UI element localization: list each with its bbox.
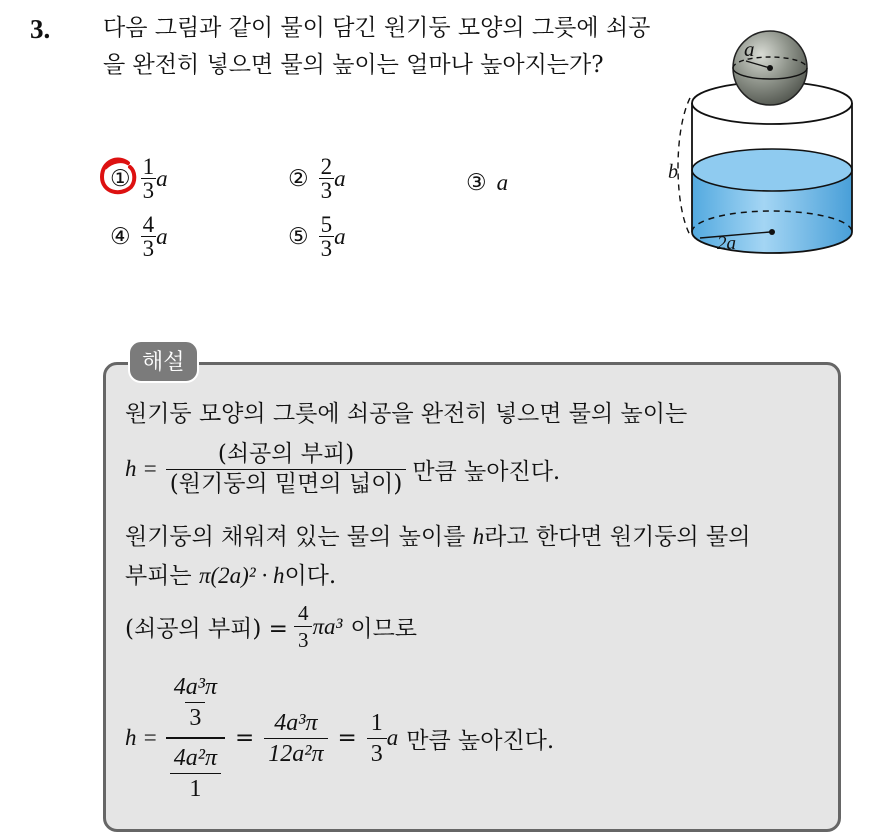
- choice-1-variable: a: [156, 165, 168, 191]
- water-surface: [692, 149, 852, 191]
- mid-denominator: 12a²π: [264, 738, 327, 769]
- line-5-part-b: 이므로: [350, 616, 418, 643]
- line-4-expression: π(2a)² · h: [198, 563, 285, 588]
- sphere-volume-numerator: 4: [297, 601, 309, 625]
- cylinder-sphere-figure: [660, 10, 870, 275]
- result-fraction: [367, 708, 387, 769]
- big-bottom-denominator: 1: [189, 776, 202, 802]
- result-numerator: 1: [370, 709, 383, 736]
- line-2-suffix: 만큼 높아진다.: [412, 458, 561, 485]
- choice-4-numerator: 4: [142, 212, 155, 237]
- choice-4-fraction: [141, 213, 157, 260]
- line-3-var: h: [472, 524, 485, 549]
- choice-3-marker: ③: [466, 170, 487, 196]
- result-denominator: 3: [367, 738, 387, 769]
- explanation-final-line: [125, 672, 554, 804]
- choice-1-denominator: 3: [142, 178, 155, 203]
- base-radius-label: 2a: [717, 233, 736, 254]
- equals-sign-1: =: [235, 725, 255, 751]
- explanation-line-3: [125, 518, 750, 551]
- base-center-dot: [769, 229, 775, 235]
- choice-1-marker: ①: [110, 165, 131, 192]
- choice-5-marker: ⑤: [288, 223, 309, 250]
- choice-1-numerator: 1: [142, 154, 155, 179]
- choice-4-denominator: 3: [142, 236, 155, 261]
- choice-5-denominator: 3: [320, 236, 333, 261]
- height-fraction: [166, 440, 407, 499]
- choice-2-fraction: [319, 155, 335, 202]
- explanation-line-1: 원기둥 모양의 그릇에 쇠공을 완전히 넣으면 물의 높이는: [125, 401, 688, 427]
- result-variable: a: [386, 725, 399, 750]
- h-equals: h =: [125, 456, 158, 482]
- big-bottom-numerator: 4a²π: [170, 743, 221, 774]
- choice-3-variable: a: [496, 170, 509, 195]
- choice-2-marker: ②: [288, 165, 309, 192]
- final-suffix: 만큼 높아진다.: [406, 727, 555, 754]
- mid-fraction: [264, 708, 327, 769]
- big-top-denominator: 3: [185, 702, 205, 733]
- line-3-part-a: 원기둥의 채워져 있는 물의 높이를: [125, 524, 466, 550]
- big-compound-fraction: [166, 672, 225, 804]
- choice-4-variable: a: [156, 223, 168, 249]
- height-arc: [678, 98, 690, 235]
- sphere-volume-denominator: 3: [294, 626, 313, 653]
- sphere-center-dot: [767, 65, 773, 71]
- choice-4[interactable]: [110, 213, 168, 260]
- explanation-line-4: [125, 557, 336, 590]
- explanation-line-2: [125, 440, 560, 499]
- choice-2[interactable]: [288, 155, 346, 202]
- line-4-part-a: 부피는: [125, 563, 192, 589]
- choice-5-variable: a: [334, 223, 346, 249]
- equals-sign-2: =: [337, 725, 357, 751]
- line-4-part-b: 이다.: [284, 563, 337, 589]
- height-fraction-numerator: (쇠공의 부피): [217, 441, 355, 467]
- sphere-volume-expression: πa³: [312, 613, 343, 639]
- choice-5-fraction: [319, 213, 335, 260]
- choice-3[interactable]: [466, 170, 508, 196]
- explanation-line-5: [125, 600, 417, 654]
- selected-answer-circle-icon: [98, 156, 138, 198]
- big-fraction-top: [170, 672, 221, 737]
- explanation-tag: 해설: [128, 340, 199, 383]
- line-3-part-b: 라고 한다면 원기둥의 물의: [484, 524, 751, 550]
- choice-5[interactable]: [288, 213, 346, 260]
- mid-numerator: 4a³π: [274, 709, 318, 736]
- choice-2-numerator: 2: [320, 154, 333, 179]
- choice-2-variable: a: [334, 165, 346, 191]
- big-fraction-bottom: [166, 737, 225, 804]
- question-text: 다음 그림과 같이 물이 담긴 원기둥 모양의 그릇에 쇠공을 완전히 넣으면 물의 높이는 얼마나 높아지는가?: [103, 15, 651, 78]
- sphere-radius-label: a: [744, 37, 755, 61]
- height-fraction-denominator: (원기둥의 밑면의 넓이): [166, 469, 407, 499]
- choice-5-numerator: 5: [320, 212, 333, 237]
- choice-2-denominator: 3: [320, 178, 333, 203]
- choice-1-fraction: [141, 155, 157, 202]
- sphere-volume-fraction: [294, 600, 313, 654]
- height-label: b: [668, 161, 678, 183]
- question-number: 3.: [30, 14, 51, 44]
- choice-4-marker: ④: [110, 223, 131, 250]
- line-5-part-a: (쇠공의 부피) =: [125, 616, 288, 643]
- big-top-numerator: 4a³π: [173, 674, 217, 700]
- final-h-equals: h =: [125, 725, 158, 750]
